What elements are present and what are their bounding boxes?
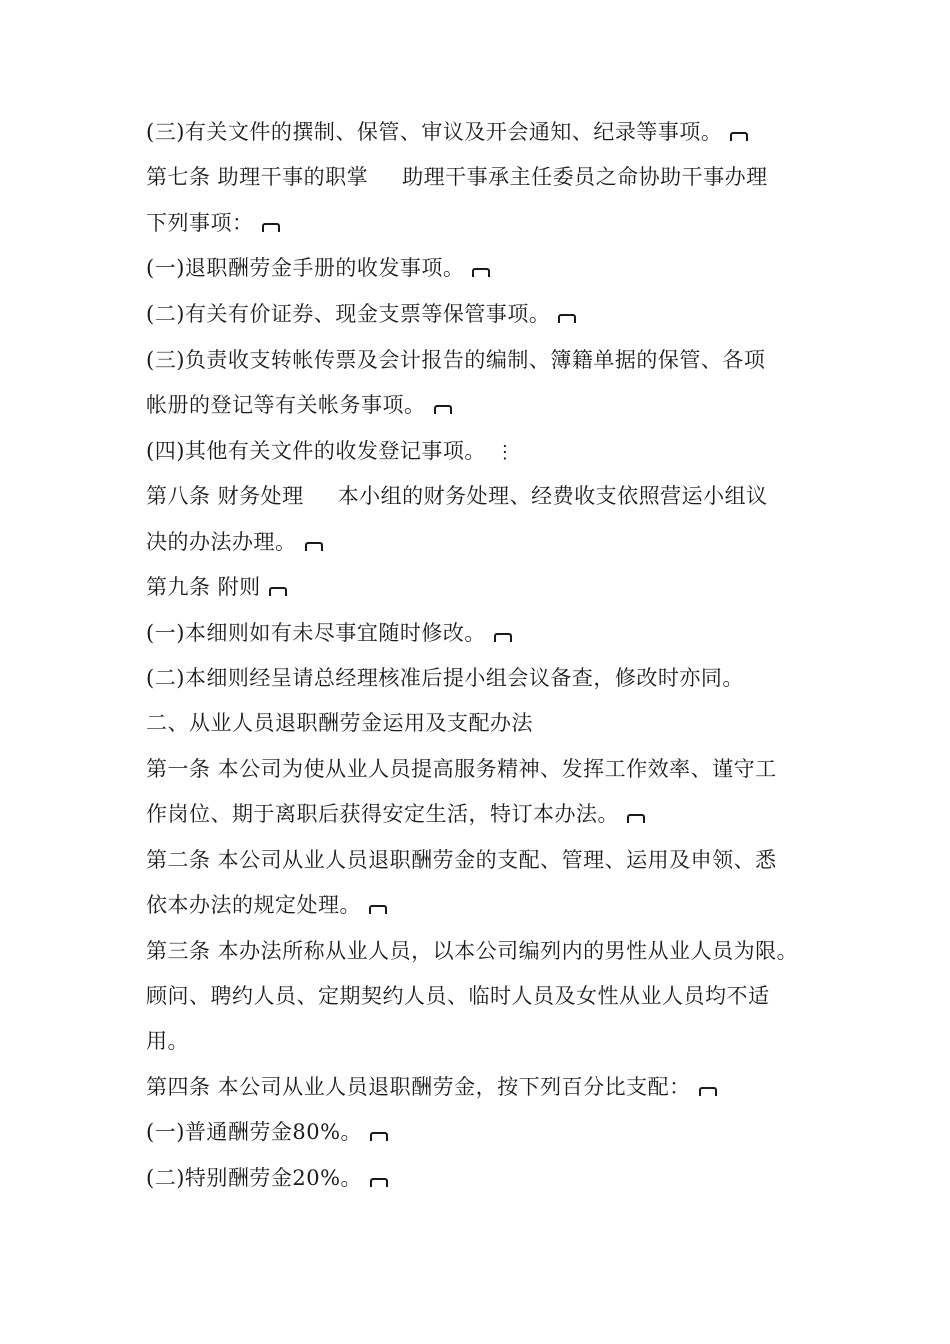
paragraph-mark-icon (370, 1178, 388, 1187)
paragraph-mark-icon (558, 314, 576, 323)
text-line: 作岗位、期于离职后获得安定生活，特订本办法。 (146, 800, 645, 828)
text-line: 顾问、聘约人员、定期契约人员、临时人员及女性从业人员均不适 (146, 984, 770, 1008)
paragraph-mark-icon (472, 268, 490, 277)
section-heading: 二、从业人员退职酬劳金运用及支配办法 (146, 711, 533, 735)
text-line: 第九条 附则 (146, 573, 287, 601)
text-line: 第八条 财务处理 本小组的财务处理、经费收支依照营运小组议 (146, 484, 768, 508)
paragraph-mark-icon (494, 633, 512, 642)
paragraph-mark-icon (369, 905, 387, 914)
text-line: (二)特别酬劳金20%。 (146, 1164, 388, 1192)
text-line: 第一条 本公司为使从业人员提高服务精神、发挥工作效率、谨守工 (146, 757, 777, 781)
text-line: (四)其他有关文件的收发登记事项。 ⋮ (146, 437, 514, 467)
paragraph-mark-icon (305, 542, 323, 551)
text-line: (三)负责收支转帐传票及会计报告的编制、簿籍单据的保管、各项 (146, 348, 766, 372)
text-line: (三)有关文件的撰制、保管、审议及开会通知、纪录等事项。 (146, 118, 748, 146)
paragraph-mark-icon (434, 405, 452, 414)
paragraph-mark-icon (699, 1087, 717, 1096)
text-line: (一)退职酬劳金手册的收发事项。 (146, 254, 490, 282)
text-line: 依本办法的规定处理。 (146, 891, 387, 919)
text-line: 下列事项： (146, 209, 280, 237)
paragraph-mark-icon (262, 223, 280, 232)
text-line: (一)普通酬劳金80%。 (146, 1118, 388, 1146)
text-line: 第三条 本办法所称从业人员，以本公司编列内的男性从业人员为限。 (146, 939, 799, 963)
paragraph-mark-icon (730, 132, 748, 141)
paragraph-mark-icon (269, 587, 287, 596)
text-line: 第四条 本公司从业人员退职酬劳金，按下列百分比支配： (146, 1073, 717, 1101)
text-line: 第七条 助理干事的职掌 助理干事承主任委员之命协助干事办理 (146, 165, 768, 189)
text-line: 帐册的登记等有关帐务事项。 (146, 391, 452, 419)
text-line: (二)有关有价证券、现金支票等保管事项。 (146, 300, 576, 328)
paragraph-mark-icon (627, 814, 645, 823)
vertical-ellipsis-icon: ⋮ (495, 442, 515, 463)
paragraph-mark-icon (370, 1132, 388, 1141)
text-line: 第二条 本公司从业人员退职酬劳金的支配、管理、运用及申领、悉 (146, 848, 777, 872)
text-line: (一)本细则如有未尽事宜随时修改。 (146, 619, 512, 647)
text-line: (二)本细则经呈请总经理核准后提小组会议备查，修改时亦同。 (146, 666, 744, 690)
text-line: 决的办法办理。 (146, 528, 323, 556)
text-line: 用。 (146, 1029, 189, 1053)
